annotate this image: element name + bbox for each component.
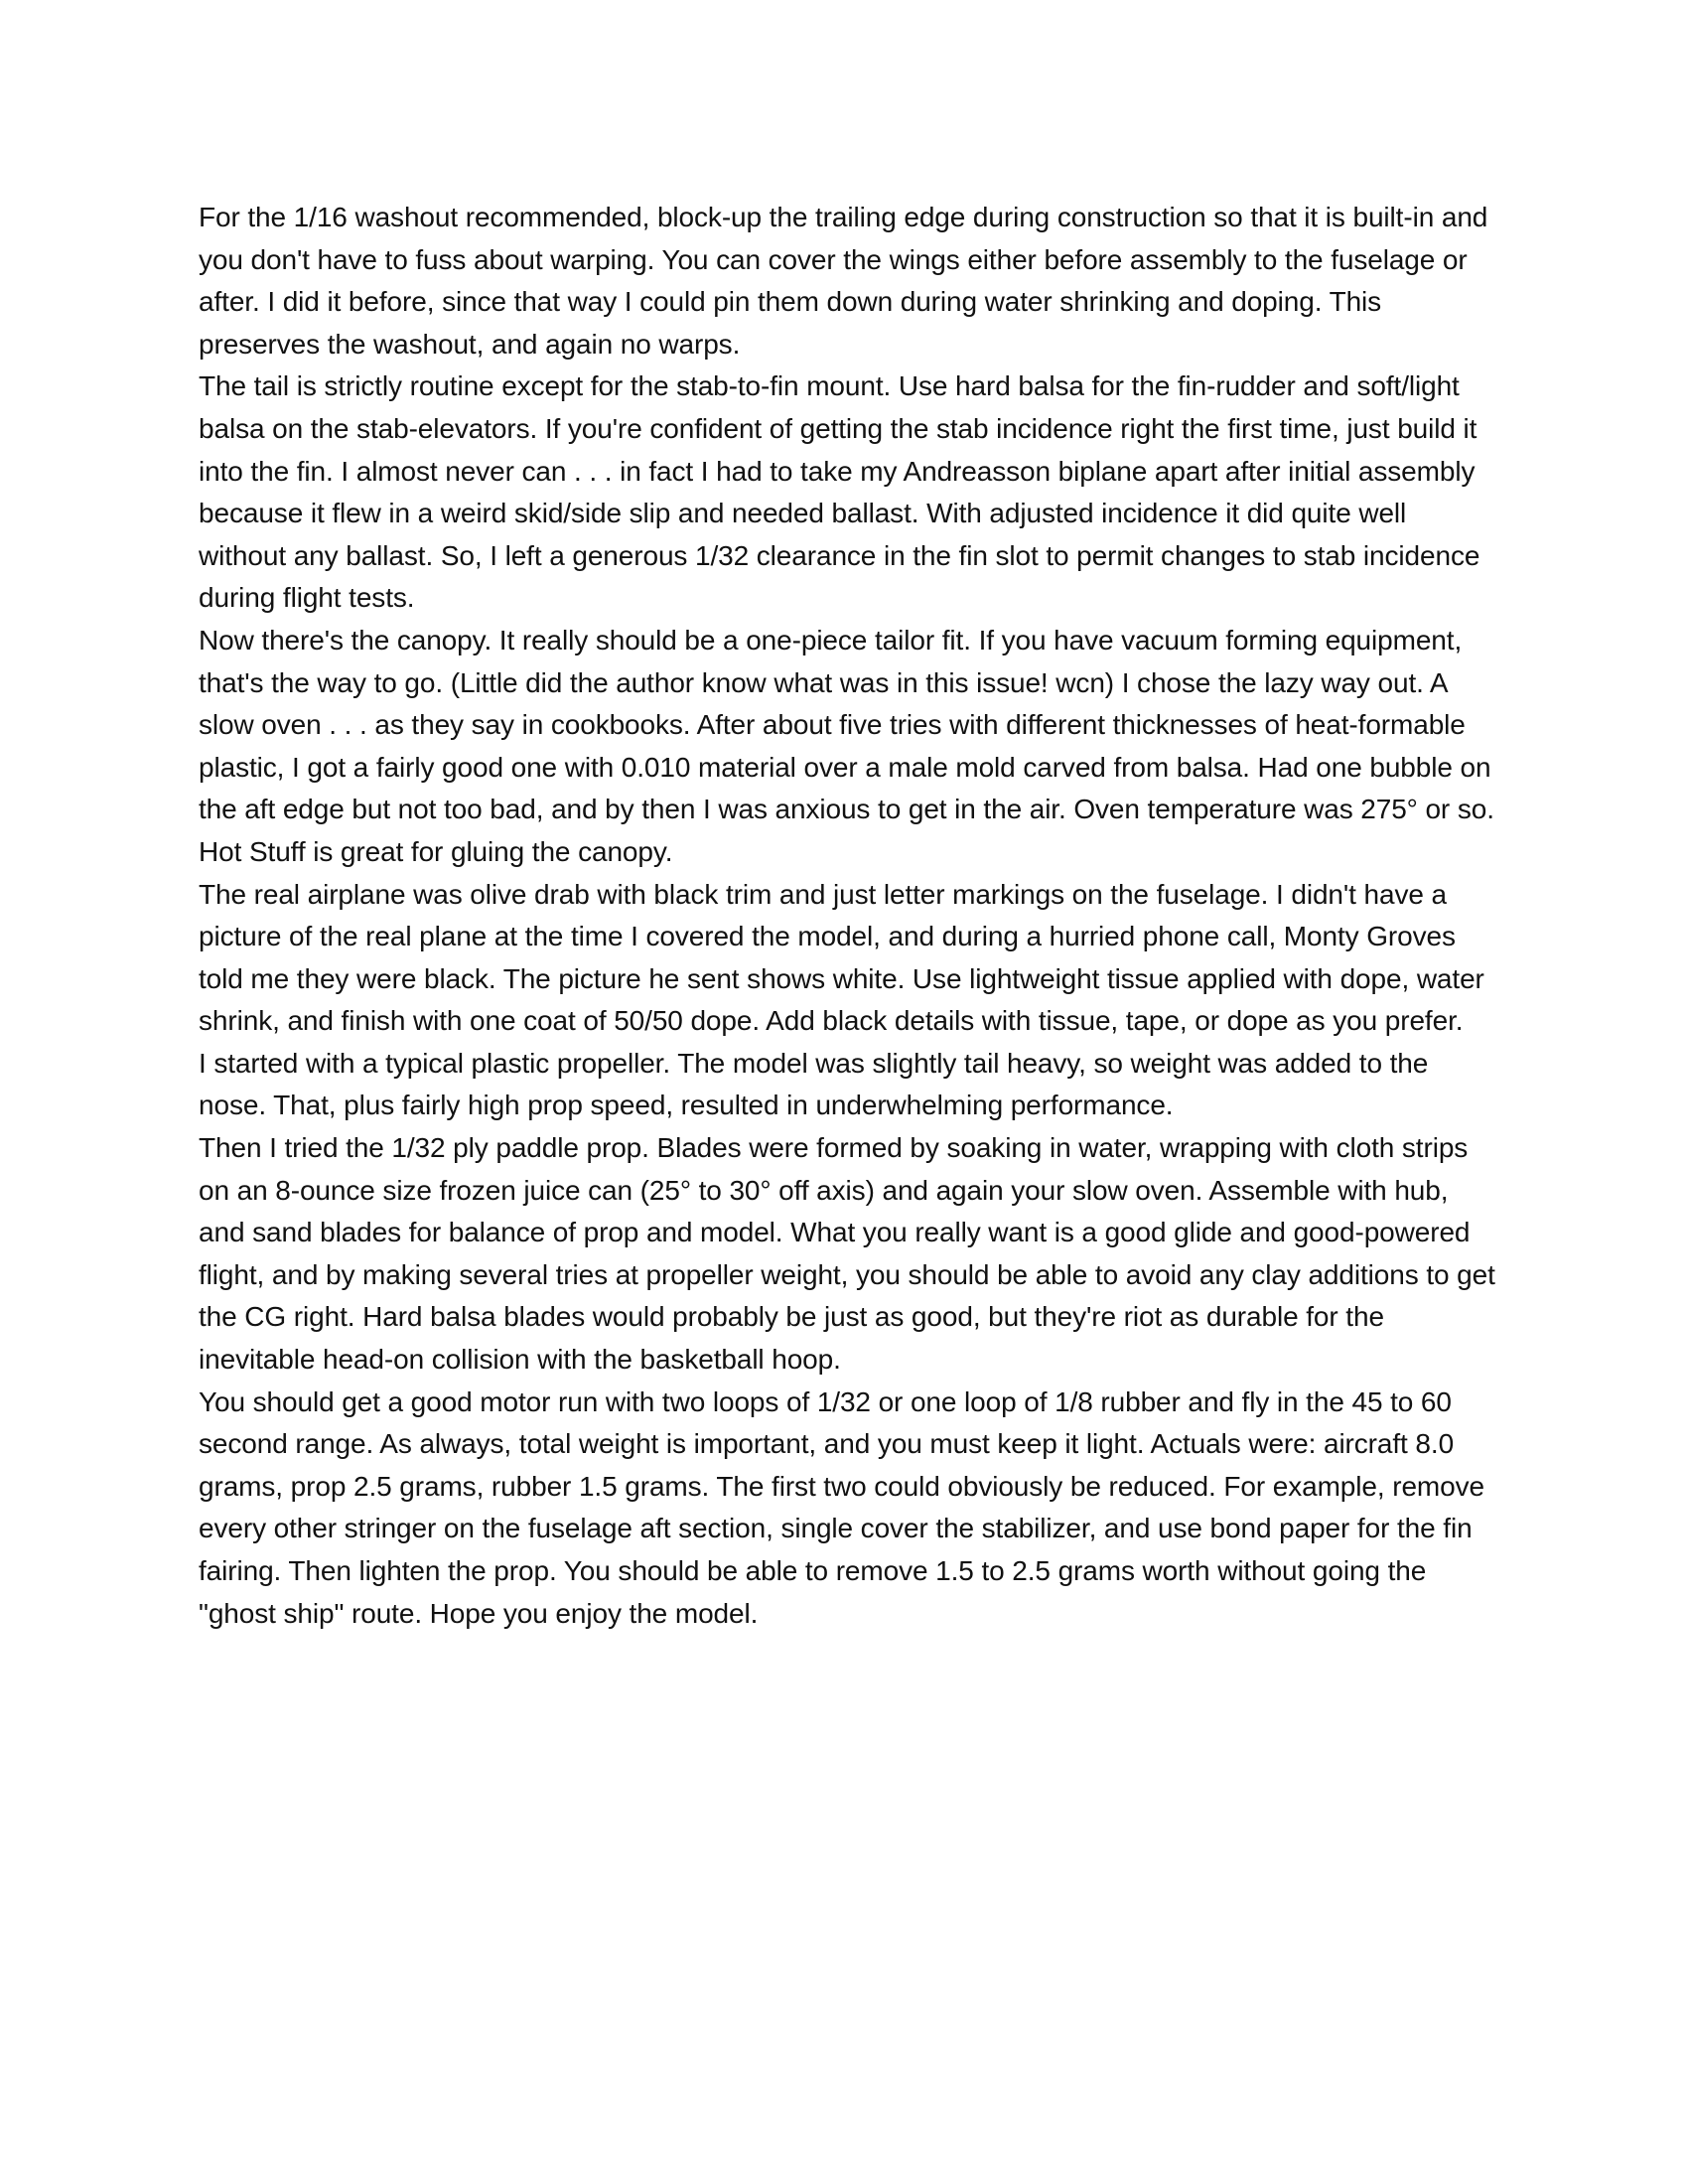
paragraph-paddle-prop: Then I tried the 1/32 ply paddle prop. Blades were formed by soaking in water, wrapping with cloth strips on an 8-ounce size frozen juice can (25° to 30° off axis) and again your slow oven. Assemble with hub, and sand blades for balance of prop and model. What you really want is a good glide and good-powered flight, and by making several tries at propeller weight, you should be able to avoid any clay additions to get the CG right. Hard balsa blades would probably be just as good, but they're riot as durable for the inevitable head-on collision with the basketball hoop.: [199, 1132, 1495, 1376]
paragraph-washout: For the 1/16 washout recommended, block-up the trailing edge during construction so that it is built-in and you don't have to fuss about warping. You can cover the wings either before assembly to the fuselage or after. I did it before, since that way I could pin them down during water shrinking and doping. This preserves the washout, and again no warps.: [199, 202, 1488, 360]
paragraph-tail: The tail is strictly routine except for the stab-to-fin mount. Use hard balsa for the fin-rudder and soft/light balsa on the stab-elevators. If you're confident of getting the stab incidence right the first time, just build it into the fin. I almost never can . . . in fact I had to take my Andreasson biplane apart after initial assembly because it flew in a weird skid/side slip and needed ballast. With adjusted incidence it did quite well without any ballast. So, I left a generous 1/32 clearance in the fin slot to permit changes to stab incidence during flight tests.: [199, 370, 1480, 614]
paragraph-motor-weight: You should get a good motor run with two loops of 1/32 or one loop of 1/8 rubber and fly in the 45 to 60 second range. As always, total weight is important, and you must keep it light. Actuals were: aircraft 8.0 grams, prop 2.5 grams, rubber 1.5 grams. The first two could obviously be reduced. For example, remove every other stringer on the fuselage aft section, single cover the stabilizer, and use bond paper for the fin fairing. Then lighten the prop. You should be able to remove 1.5 to 2.5 grams worth without going the "ghost ship" route. Hope you enjoy the model.: [199, 1385, 1484, 1629]
paragraph-plastic-propeller: I started with a typical plastic propeller. The model was slightly tail heavy, so weight was added to the nose. That, plus fairly high prop speed, resulted in underwhelming performance.: [199, 1047, 1429, 1121]
paragraph-canopy: Now there's the canopy. It really should be a one-piece tailor fit. If you have vacuum forming equipment, that's the way to go. (Little did the author know what was in this issue! wcn) I chose the lazy way out. A slow oven . . . as they say in cookbooks. After about five tries with different thicknesses of heat-formable plastic, I got a fairly good one with 0.010 material over a male mold carved from balsa. Had one bubble on the aft edge but not too bad, and by then I was anxious to get in the air. Oven temperature was 275° or so. Hot Stuff is great for gluing the canopy.: [199, 624, 1494, 867]
article-body: [199, 197, 1499, 1635]
paragraph-color-scheme: The real airplane was olive drab with black trim and just letter markings on the fuselage. I didn't have a picture of the real plane at the time I covered the model, and during a hurried phone call, Monty Groves told me they were black. The picture he sent shows white. Use lightweight tissue applied with dope, water shrink, and finish with one coat of 50/50 dope. Add black details with tissue, tape, or dope as you prefer.: [199, 878, 1484, 1037]
